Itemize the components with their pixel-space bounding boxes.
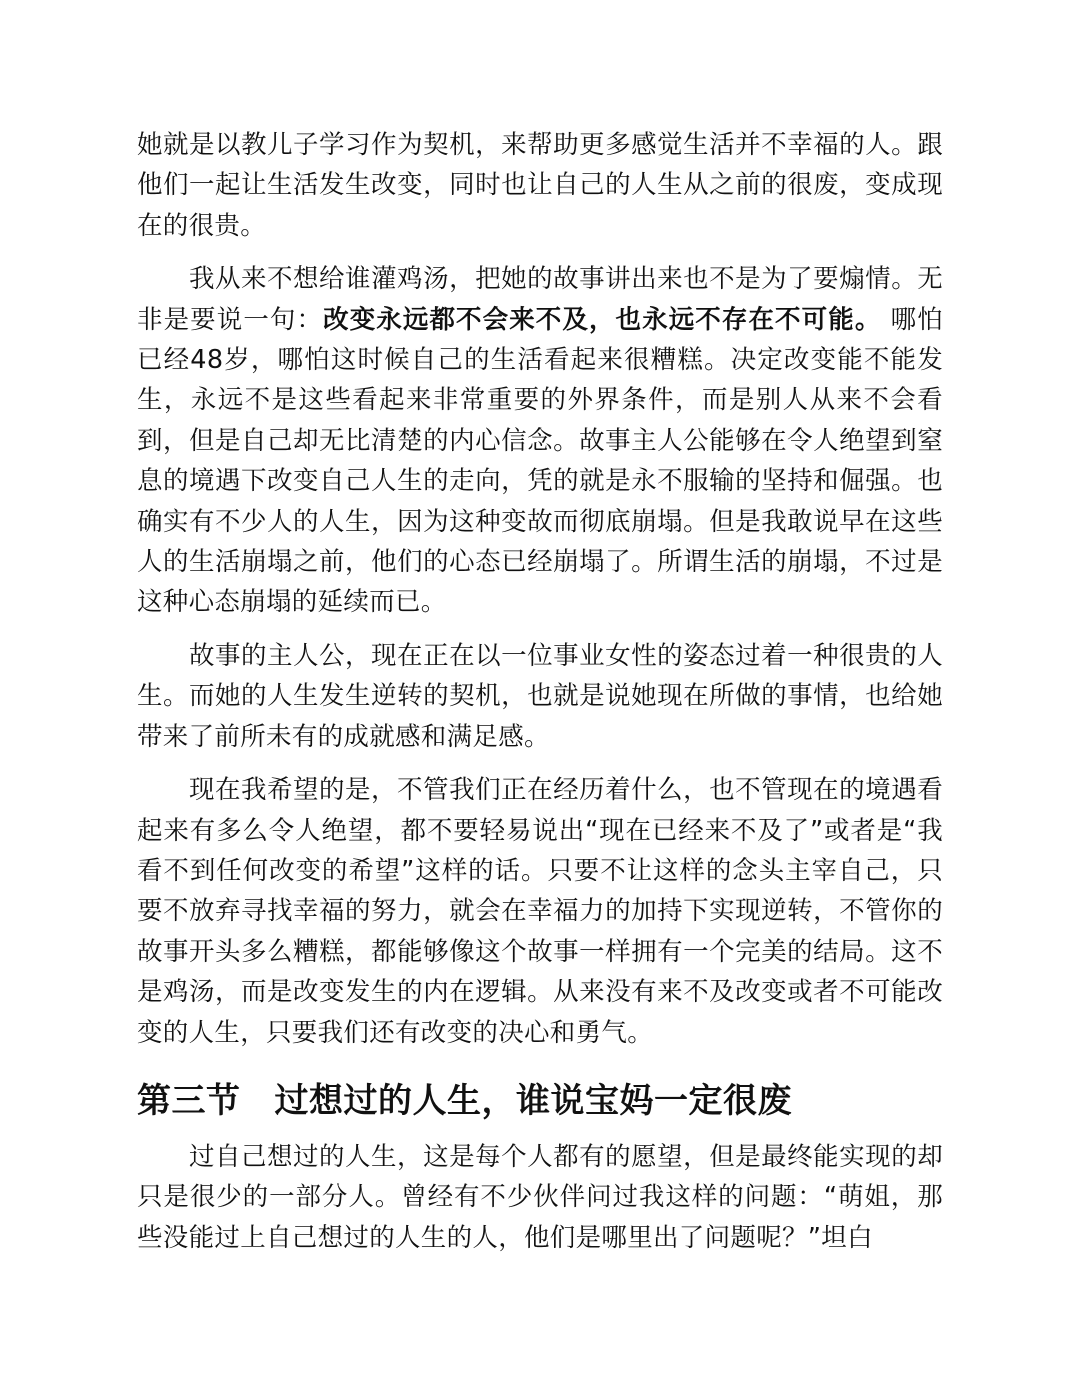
paragraph-5: 过自己想过的人生，这是每个人都有的愿望，但是最终能实现的却只是很少的一部分人。曾经有不少伙伴问过我这样的问题：“萌姐，那些没能过上自己想过的人生的人，他们是哪里出了问题呢？”坦白: [137, 1141, 943, 1253]
paragraph-2-emphasis: 改变永远都不会来不及，也永远不存在不可能。: [323, 304, 882, 335]
section-title: 过想过的人生，谁说宝妈一定很废: [274, 1080, 792, 1121]
paragraph-4: 现在我希望的是，不管我们正在经历着什么，也不管现在的境遇看起来有多么令人绝望，都不要轻易说出“现在已经来不及了”或者是“我看不到任何改变的希望”这样的话。只要不让这样的念头主宰自己，只要不放弃寻找幸福的努力，就会在幸福力的加持下实现逆转，不管你的故事开头多么糟糕，都能够像这个故事一样拥有一个完美的结局。这不是鸡汤，而是改变发生的内在逻辑。从来没有来不及改变或者不可能改变的人生，只要我们还有改变的决心和勇气。: [137, 775, 943, 1048]
section-heading: [137, 1077, 943, 1125]
paragraph-1: 她就是以教儿子学习作为契机，来帮助更多感觉生活并不幸福的人。跟他们一起让生活发生改变，同时也让自己的人生从之前的很废，变成现在的很贵。: [137, 130, 943, 241]
paragraph-2-lead: 我从来不想给谁灌鸡汤，把她的故事讲出来也不是为了要煽情。无非是要说一句：: [137, 264, 943, 335]
paragraph-2: [137, 259, 943, 623]
section-number: 第三节: [137, 1080, 241, 1121]
paragraph-2-rest: 哪怕已经48岁，哪怕这时候自己的生活看起来很糟糕。决定改变能不能发生，永远不是这些看起来非常重要的外界条件，而是别人从来不会看到，但是自己却无比清楚的内心信念。故事主人公能够在令人绝望到窒息的境遇下改变自己人生的走向，凭的就是永不服输的坚持和倔强。也确实有不少人的人生，因为这种变故而彻底崩塌。但是我敢说早在这些人的生活崩塌之前，他们的心态已经崩塌了。所谓生活的崩塌，不过是这种心态崩塌的延续而已。: [137, 304, 943, 618]
paragraph-3: 故事的主人公，现在正在以一位事业女性的姿态过着一种很贵的人生。而她的人生发生逆转的契机，也就是说她现在所做的事情，也给她带来了前所未有的成就感和满足感。: [137, 640, 943, 752]
document-page: [137, 125, 943, 1271]
